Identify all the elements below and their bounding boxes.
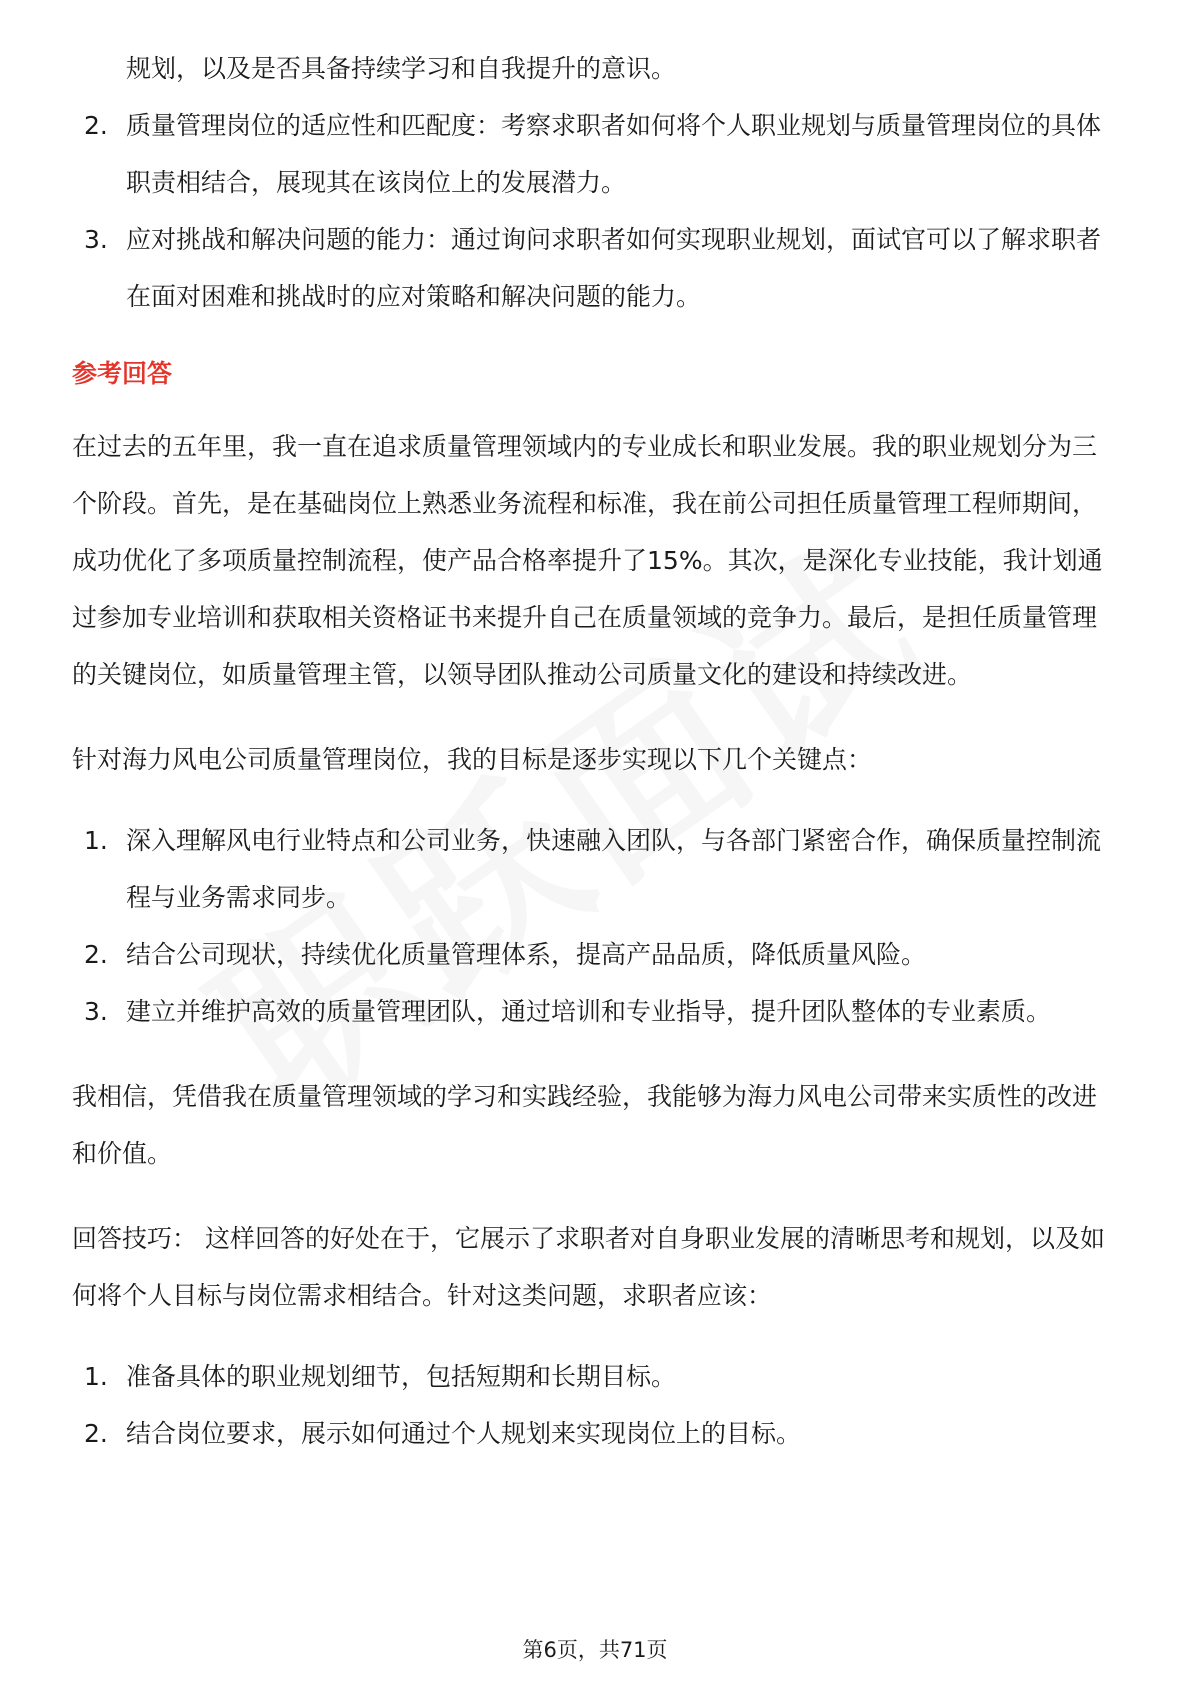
list-item-number: 3.	[84, 225, 108, 254]
list-item-number: 2.	[84, 940, 108, 969]
list-item	[72, 97, 1118, 211]
list-item	[72, 211, 1118, 325]
page-number-footer: 第6页，共71页	[522, 1638, 668, 1662]
list-item	[72, 983, 1118, 1040]
list-item-text: 深入理解风电行业特点和公司业务，快速融入团队，与各部门紧密合作，确保质量控制流程与业务需求同步。	[126, 826, 1102, 912]
list-item-text: 质量管理岗位的适应性和匹配度：考察求职者如何将个人职业规划与质量管理岗位的具体职责相结合，展现其在该岗位上的发展潜力。	[126, 111, 1102, 197]
answer-paragraph-conclusion: 我相信，凭借我在质量管理领域的学习和实践经验，我能够为海力风电公司带来实质性的改进和价值。	[72, 1082, 1098, 1168]
list-item	[72, 1348, 1118, 1405]
list-item-number: 2.	[84, 1419, 108, 1448]
list-item-continuation: 规划，以及是否具备持续学习和自我提升的意识。	[126, 54, 677, 83]
list-item	[72, 1405, 1118, 1462]
answer-paragraph-goals-intro: 针对海力风电公司质量管理岗位，我的目标是逐步实现以下几个关键点：	[72, 745, 873, 774]
answer-tips-paragraph: 回答技巧： 这样回答的好处在于，它展示了求职者对自身职业发展的清晰思考和规划，以及如何将个人目标与岗位需求相结合。针对这类问题，求职者应该：	[72, 1224, 1105, 1310]
list-item-number: 1.	[84, 826, 108, 855]
goals-list	[72, 812, 1118, 1040]
page-content	[72, 40, 1118, 1462]
list-item-text: 建立并维护高效的质量管理团队，通过培训和专业指导，提升团队整体的专业素质。	[126, 997, 1052, 1026]
list-item-text: 准备具体的职业规划细节，包括短期和长期目标。	[126, 1362, 677, 1391]
list-item	[72, 926, 1118, 983]
list-item-number: 2.	[84, 111, 108, 140]
answer-paragraph-career-plan: 在过去的五年里，我一直在追求质量管理领域内的专业成长和职业发展。我的职业规划分为三个阶段。首先，是在基础岗位上熟悉业务流程和标准，我在前公司担任质量管理工程师期间，成功优化了多项质量控制流程，使产品合格率提升了15%。其次，是深化专业技能，我计划通过参加专业培训和获取相关资格证书来提升自己在质量领域的竞争力。最后，是担任质量管理的关键岗位，如质量管理主管，以领导团队推动公司质量文化的建设和持续改进。	[72, 432, 1103, 689]
list-item-number: 3.	[84, 997, 108, 1026]
list-item-text: 应对挑战和解决问题的能力：通过询问求职者如何实现职业规划，面试官可以了解求职者在面对困难和挑战时的应对策略和解决问题的能力。	[126, 225, 1102, 311]
list-item	[72, 812, 1118, 926]
tips-list	[72, 1348, 1118, 1462]
evaluation-points-list	[72, 40, 1118, 325]
list-item-text: 结合岗位要求，展示如何通过个人规划来实现岗位上的目标。	[126, 1419, 802, 1448]
section-heading-reference-answer: 参考回答	[72, 359, 173, 388]
list-item-number: 1.	[84, 1362, 108, 1391]
list-item-text: 结合公司现状，持续优化质量管理体系，提高产品品质，降低质量风险。	[126, 940, 927, 969]
